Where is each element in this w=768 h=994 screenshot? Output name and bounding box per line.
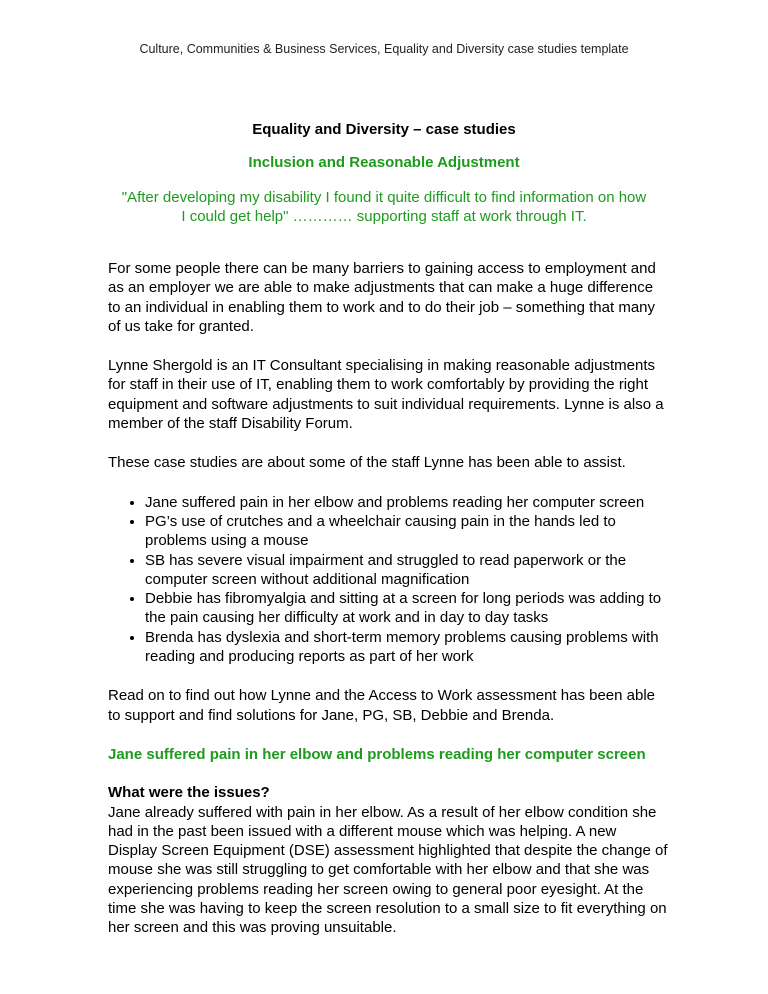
case-list (108, 493, 668, 667)
list-item: • Brenda has dyslexia and short-term memory problems causing problems with reading and producing reports as part of her work (145, 628, 668, 667)
page-header: Culture, Communities & Business Services, Equality and Diversity case studies template (139, 42, 629, 56)
paragraph: These case studies are about some of the staff Lynne has been able to assist. (108, 454, 626, 472)
section-heading: Jane suffered pain in her elbow and problems reading her computer screen (108, 745, 646, 763)
paragraph: Jane already suffered with pain in her elbow. As a result of her elbow condition she had in the past been issued with a different mouse which was helping. A new Display Screen Equipment (DSE) assessment highlighted that despite the change of mouse she was still struggling to get comfortable with her elbow and that she was experiencing problems reading her screen owing to general poor eyesight. At the time she was having to keep the screen resolution to a small size to fit everything on her screen and this was proving unsuitable. (108, 803, 668, 937)
quote: "After developing my disability I found it quite difficult to find information on how I could get help" ………… supporting staff at work through IT. (121, 189, 647, 225)
paragraph: For some people there can be many barriers to gaining access to employment and as an employer we are able to make adjustments that can make a huge difference to an individual in enabling them to work and to do their job – something that many of us take for granted. (108, 260, 656, 335)
list-item: • Jane suffered pain in her elbow and problems reading her computer screen (145, 493, 668, 512)
list-item: • SB has severe visual impairment and struggled to read paperwork or the computer screen without additional magnification (145, 551, 668, 590)
document-title: Equality and Diversity – case studies (252, 121, 516, 138)
paragraph: Read on to find out how Lynne and the Access to Work assessment has been able to support and find solutions for Jane, PG, SB, Debbie and Brenda. (108, 687, 656, 724)
document-body (108, 259, 668, 958)
issues-heading: What were the issues? (108, 784, 270, 802)
document-subtitle: Inclusion and Reasonable Adjustment (248, 154, 520, 171)
paragraph: Lynne Shergold is an IT Consultant specialising in making reasonable adjustments for staff in their use of IT, enabling them to work comfortably by providing the right equipment and software adjustments to suit individual requirements. Lynne is also a member of the staff Disability Forum. (108, 357, 664, 433)
list-item: • Debbie has fibromyalgia and sitting at a screen for long periods was adding to the pain causing her difficulty at work and in day to day tasks (145, 589, 668, 628)
list-item: • PG’s use of crutches and a wheelchair causing pain in the hands led to problems using a mouse (145, 512, 668, 551)
